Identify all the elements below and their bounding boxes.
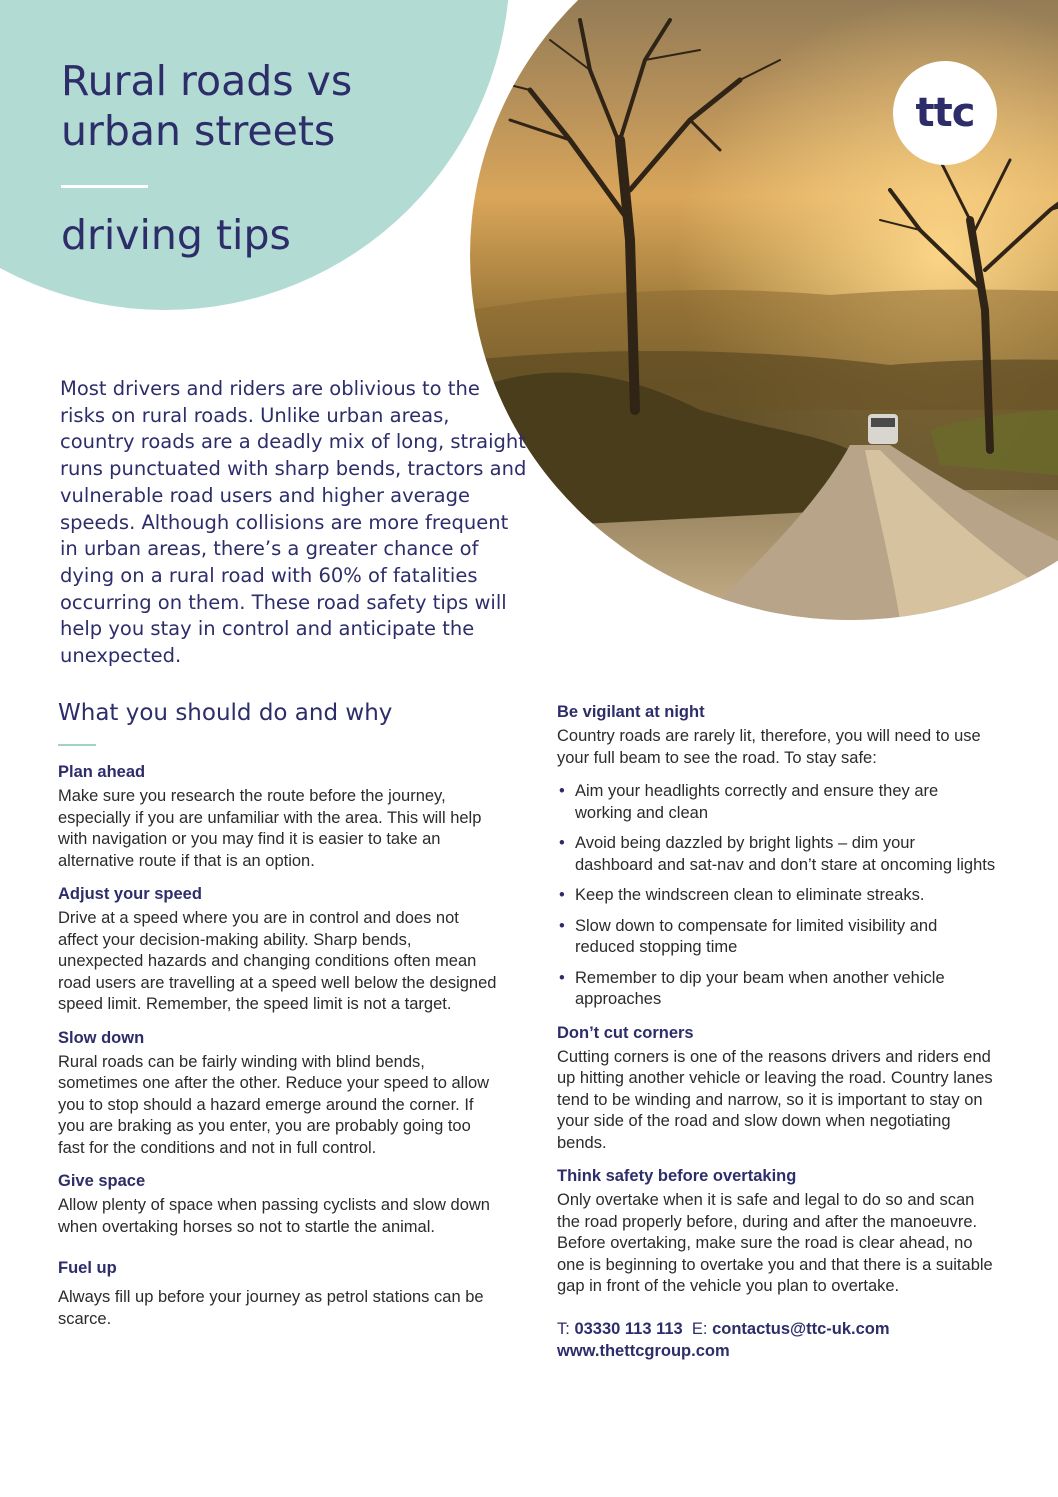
tip-body-fuel-up: Always fill up before your journey as petrol stations can be scarce.: [58, 1288, 484, 1328]
list-item: • Avoid being dazzled by bright lights – dim your dashboard and sat-nav and don’t stare at oncoming lights: [557, 833, 997, 876]
tip-body-plan-ahead: Make sure you research the route before the journey, especially if you are unfamiliar with the area. This will help with navigation or you may find it is easier to take an alternative route if that is an option.: [58, 787, 482, 870]
phone-number[interactable]: 03330 113 113: [574, 1319, 683, 1338]
page-subtitle: driving tips: [61, 211, 291, 259]
tip-body-night: Country roads are rarely lit, therefore, you will need to use your full beam to see the road. To stay safe:: [557, 727, 981, 767]
title-line-2: urban streets: [61, 107, 336, 155]
list-item: • Keep the windscreen clean to eliminate streaks.: [557, 885, 997, 907]
night-tips-list: [557, 781, 997, 1011]
tip-title-slow-down: Slow down: [58, 1028, 145, 1047]
list-item: • Aim your headlights correctly and ensure they are working and clean: [557, 781, 997, 824]
phone-label: T:: [557, 1319, 570, 1338]
tip-body-give-space: Allow plenty of space when passing cyclists and slow down when overtaking horses so not to startle the animal.: [58, 1196, 490, 1236]
heading-divider: [58, 744, 96, 746]
left-column: [58, 698, 498, 1342]
intro-paragraph: Most drivers and riders are oblivious to the risks on rural roads. Unlike urban areas, country roads are a deadly mix of long, straight runs punctuated with sharp bends, tractors and vulnerable road users and higher average speeds. Although collisions are more frequent in urban areas, there’s a greater chance of dying on a rural road with 60% of fatalities occurring on them. These road safety tips will help you stay in control and anticipate the unexpected.: [60, 377, 527, 668]
tip-title-overtaking: Think safety before overtaking: [557, 1167, 797, 1185]
contact-details: [557, 1318, 997, 1362]
tip-body-corners: Cutting corners is one of the reasons drivers and riders end up hitting another vehicle or leaving the road. Country lanes tend to be winding and narrow, so it is important to stay on your side of the road and slow down when negotiating bends.: [557, 1047, 993, 1152]
list-item: • Slow down to compensate for limited visibility and reduced stopping time: [557, 916, 997, 959]
title-divider: [61, 185, 148, 188]
tip-title-give-space: Give space: [58, 1172, 146, 1190]
website-link[interactable]: www.thettcgroup.com: [557, 1341, 730, 1360]
tip-title-adjust-speed: Adjust your speed: [58, 885, 202, 903]
section-heading: What you should do and why: [58, 700, 393, 726]
tip-body-overtaking: Only overtake when it is safe and legal to do so and scan the road properly before, during and after the manoeuvre. Before overtaking, make sure the road is clear ahead, no one is beginning to overtake you and that there is a suitable gap in front of the vehicle you plan to overtake.: [557, 1191, 993, 1295]
right-column: [557, 702, 997, 1362]
email-link[interactable]: contactus@ttc-uk.com: [712, 1319, 890, 1338]
tip-body-slow-down: Rural roads can be fairly winding with blind bends, sometimes one after the other. Reduce your speed to allow you to stop should a hazard emerge around the corner. If you are braking as you enter, you are probably going too fast for the conditions and not in full control.: [58, 1052, 490, 1157]
page-title: [61, 56, 352, 156]
tip-title-plan-ahead: Plan ahead: [58, 763, 146, 781]
list-item: • Remember to dip your beam when another vehicle approaches: [557, 968, 997, 1011]
email-label: E:: [691, 1319, 708, 1338]
title-line-1: Rural roads vs: [61, 57, 353, 105]
tip-body-adjust-speed: Drive at a speed where you are in control and does not affect your decision-making ability. Sharp bends, unexpected hazards and changing conditions often mean road users are travelling at a speed well below the designed speed limit. Remember, the speed limit is not a target.: [58, 909, 497, 1013]
tip-title-fuel-up: Fuel up: [58, 1259, 117, 1277]
tip-title-corners: Don’t cut corners: [557, 1023, 694, 1042]
ttc-logo: ttc: [893, 61, 997, 165]
tip-title-night: Be vigilant at night: [557, 703, 705, 721]
